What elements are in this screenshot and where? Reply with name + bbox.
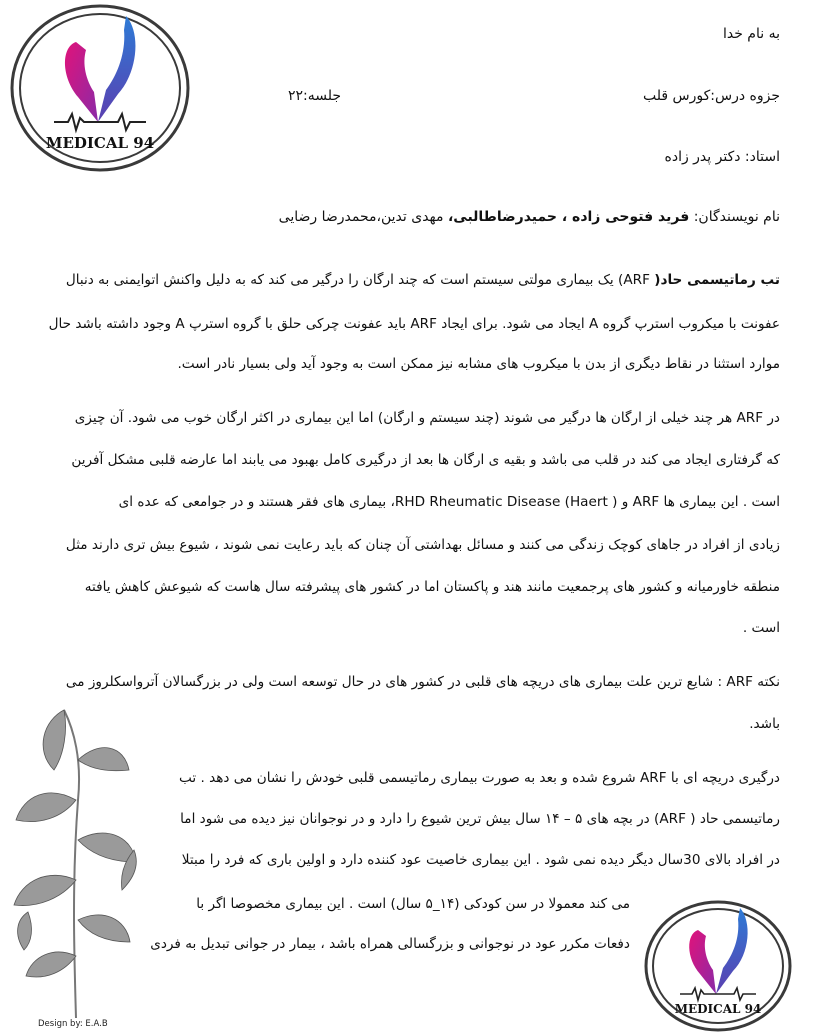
authors-rest: مهدی تدین،محمدرضا رضایی [278,209,448,225]
logo-text: MEDICAL 94 [45,134,155,152]
authors-bold: فرید فتوحی زاده ، حمیدرضاطالبی، [447,209,690,225]
p1-line1 [66,270,780,290]
p4-line2: رماتیسمی حاد ( ARF) در بچه های ۵ – ۱۴ سال بیش ترین شیوع را دارد و در نوجوانان نیز دیده می شود اما [180,811,780,827]
authors [279,207,780,227]
p2-line2: که گرفتاری ایجاد می کند در قلب می باشد و بقیه ی ارگان ها بعد از درگیری کامل بهبود می یابند اما عارضه قلبی مشکل آفرین [71,452,780,468]
p4-line3: در افراد بالای 30سال دیگر دیده نمی شود . این بیماری خاصیت عود کننده دارد و اولین باری که فرد را مبتلا [181,852,780,868]
p2-line5: منطقه خاورمیانه و کشور های پرجمعیت مانند هند و پاکستان اما در کشور های پیشرفته سال هاست که شیوعش کاهش یافته [84,579,780,595]
p3-line2: باشد. [749,716,780,732]
course-title: جزوه درس:کورس قلب [643,88,780,104]
p2-line3: است . این بیماری ها ARF و RHD Rheumatic Disease (Haert )، بیماری های فقر هستند و در جوامعی که عده ای [118,494,780,510]
p3-line1: نکته ARF : شایع ترین علت بیماری های دریچه های قلبی در کشور های در حال توسعه است ولی در بزرگسالان آترواسکلروز می [65,674,780,690]
logo-text-bottom: MEDICAL 94 [674,1002,762,1016]
authors-prefix: نام نویسندگان: [689,209,780,225]
p1-line2: عفونت با میکروب استرپ گروه A ایجاد می شود. برای ایجاد ARF باید عفونت چرکی حلق با گروه استرپ A وجود داشته باشد حال [48,316,780,332]
session-number: جلسه:۲۲ [288,88,342,104]
p2-line4: زیادی از افراد در جاهای کوچک زندگی می کنند و مسائل بهداشتی آن چنان که باید رعایت نمی شوند ، شیوع بیش تری دارند مثل [65,537,780,553]
p2-line6: است . [742,620,780,636]
p2-line1: در ARF هر چند خیلی از ارگان ها درگیر می شوند (چند سیستم و ارگان) اما این بیماری در اکثر ارگان خوب می شود. آن چیزی [74,410,780,426]
p4-line4: می کند معمولا در سن کودکی (۱۴_۵ سال) است . این بیماری مخصوصا اگر با [196,896,630,912]
medical94-logo-bottom [640,896,796,1032]
bismillah: به نام خدا [722,26,780,42]
p1-line3: موارد استثنا در نقاط دیگری از بدن با میکروب های مشابه نیز ممکن است به وجود آید ولی بسیار نادر است. [177,356,780,372]
medical94-logo [6,2,194,174]
p4-line5: دفعات مکرر عود در نوجوانی و بزرگسالی همراه باشد ، بیمار در جوانی تبدیل به فردی [150,936,630,952]
floral-ornament [4,700,144,1018]
design-credit: Design by: E.A.B [38,1019,108,1029]
p4-line1: درگیری دریچه ای با ARF شروع شده و بعد به صورت بیماری رماتیسمی قلبی خودش را نشان می دهد . تب [179,770,780,786]
instructor: استاد: دکتر پدر زاده [664,149,780,165]
p1-line1-rest: ARF) یک بیماری مولتی سیستم است که چند ارگان را درگیر می کند که به دلیل واکنش اتوایمنی به دنبال [65,272,655,288]
p1-term: تب رماتیسمی حاد( [654,272,780,288]
